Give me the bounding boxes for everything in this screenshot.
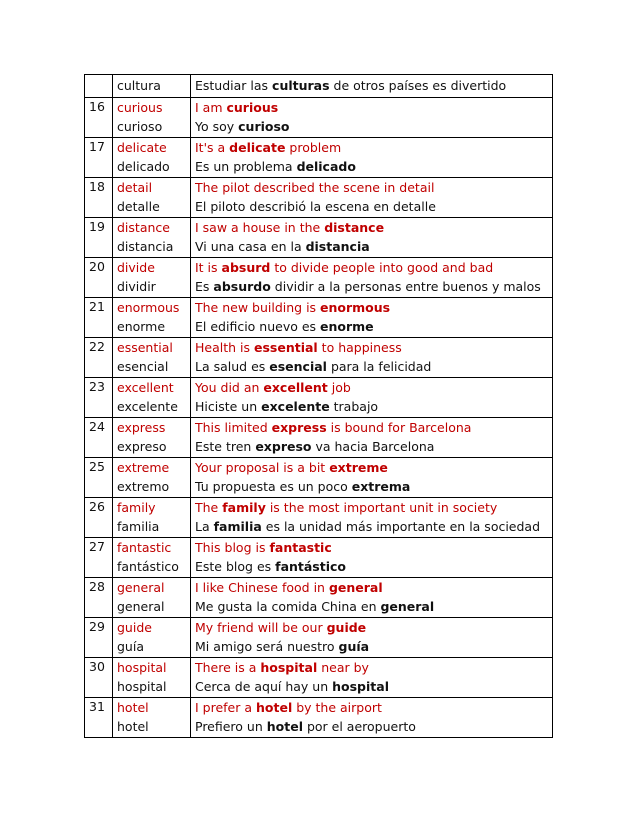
english-sentence bbox=[195, 299, 552, 318]
highlighted-word: esencial bbox=[269, 358, 327, 374]
english-word: family bbox=[117, 500, 156, 515]
row-number: 28 bbox=[85, 578, 113, 618]
highlighted-word: extreme bbox=[329, 460, 388, 475]
highlighted-word: familia bbox=[213, 518, 262, 534]
highlighted-word: culturas bbox=[272, 78, 330, 94]
spanish-word: distancia bbox=[117, 238, 174, 254]
row-number: 17 bbox=[85, 138, 113, 178]
sentence-text: There is a bbox=[195, 660, 261, 675]
row-number: 19 bbox=[85, 218, 113, 258]
english-word: hospital bbox=[117, 660, 167, 675]
row-number: 26 bbox=[85, 498, 113, 538]
highlighted-word: excelente bbox=[261, 398, 330, 414]
spanish-word: hospital bbox=[117, 678, 167, 694]
table-row bbox=[85, 138, 553, 178]
table-row bbox=[85, 378, 553, 418]
sentence-text: El edificio nuevo es bbox=[195, 318, 321, 334]
example-cell bbox=[191, 698, 553, 738]
word-cell bbox=[113, 258, 191, 298]
english-sentence bbox=[195, 379, 552, 398]
sentence-text: trabajo bbox=[329, 398, 379, 414]
sentence-text: El piloto describió la escena en detalle bbox=[195, 198, 436, 214]
english-word: fantastic bbox=[117, 540, 172, 555]
sentence-text: I saw a house in the bbox=[195, 220, 325, 235]
sentence-text: La salud es bbox=[195, 358, 270, 374]
highlighted-word: hotel bbox=[256, 700, 293, 715]
table-row bbox=[85, 658, 553, 698]
table-row bbox=[85, 458, 553, 498]
sentence-text: The pilot described the scene in detail bbox=[195, 180, 435, 195]
spanish-sentence bbox=[195, 78, 506, 93]
highlighted-word: distancia bbox=[305, 238, 370, 254]
spanish-word: delicado bbox=[117, 158, 170, 174]
word-cell bbox=[113, 378, 191, 418]
word-cell bbox=[113, 658, 191, 698]
example-cell bbox=[191, 658, 553, 698]
sentence-text: Vi una casa en la bbox=[195, 238, 306, 254]
row-number: 16 bbox=[85, 98, 113, 138]
word-cell bbox=[113, 75, 191, 98]
row-number: 31 bbox=[85, 698, 113, 738]
example-cell bbox=[191, 298, 553, 338]
word-cell bbox=[113, 418, 191, 458]
english-sentence bbox=[195, 219, 552, 238]
highlighted-word: hotel bbox=[266, 718, 303, 734]
sentence-text: It's a bbox=[195, 140, 230, 155]
spanish-word: detalle bbox=[117, 198, 160, 214]
highlighted-word: enormous bbox=[320, 300, 391, 315]
sentence-text: I prefer a bbox=[195, 700, 256, 715]
table-row bbox=[85, 178, 553, 218]
sentence-text: The bbox=[195, 500, 223, 515]
english-word: general bbox=[117, 580, 165, 595]
table-row bbox=[85, 698, 553, 738]
sentence-text: job bbox=[327, 380, 351, 395]
sentence-text: La bbox=[195, 518, 214, 534]
sentence-text: This blog is bbox=[195, 540, 270, 555]
highlighted-word: delicado bbox=[296, 158, 356, 174]
spanish-word: familia bbox=[117, 518, 160, 534]
spanish-word: guía bbox=[117, 638, 144, 654]
english-sentence bbox=[195, 579, 552, 598]
word-cell bbox=[113, 298, 191, 338]
row-number: 30 bbox=[85, 658, 113, 698]
english-sentence bbox=[195, 699, 552, 718]
row-number: 23 bbox=[85, 378, 113, 418]
spanish-word: excelente bbox=[117, 398, 178, 414]
example-cell bbox=[191, 538, 553, 578]
row-number: 29 bbox=[85, 618, 113, 658]
english-word: curious bbox=[117, 100, 163, 115]
spanish-sentence bbox=[195, 278, 552, 297]
highlighted-word: general bbox=[328, 580, 383, 595]
example-cell bbox=[191, 75, 553, 98]
spanish-sentence bbox=[195, 358, 552, 377]
sentence-text: Prefiero un bbox=[195, 718, 267, 734]
sentence-text: It is bbox=[195, 260, 222, 275]
highlighted-word: general bbox=[380, 598, 435, 614]
table-row bbox=[85, 538, 553, 578]
example-cell bbox=[191, 458, 553, 498]
english-sentence bbox=[195, 99, 552, 118]
english-sentence bbox=[195, 139, 552, 158]
sentence-text: I like Chinese food in bbox=[195, 580, 329, 595]
highlighted-word: guía bbox=[338, 638, 370, 654]
sentence-text: va hacia Barcelona bbox=[311, 438, 435, 454]
highlighted-word: enorme bbox=[320, 318, 374, 334]
highlighted-word: fantastic bbox=[269, 540, 332, 555]
spanish-word: esencial bbox=[117, 358, 169, 374]
english-word: guide bbox=[117, 620, 152, 635]
example-cell bbox=[191, 618, 553, 658]
spanish-sentence bbox=[195, 518, 552, 537]
highlighted-word: family bbox=[222, 500, 266, 515]
sentence-text: para la felicidad bbox=[326, 358, 432, 374]
table-row bbox=[85, 298, 553, 338]
sentence-text: near by bbox=[317, 660, 369, 675]
sentence-text: dividir a la personas entre buenos y malos bbox=[270, 278, 541, 294]
english-word: express bbox=[117, 420, 166, 435]
sentence-text: is bound for Barcelona bbox=[326, 420, 472, 435]
spanish-word: dividir bbox=[117, 278, 156, 294]
example-cell bbox=[191, 378, 553, 418]
highlighted-word: delicate bbox=[229, 140, 286, 155]
table-row bbox=[85, 618, 553, 658]
row-number: 18 bbox=[85, 178, 113, 218]
word-cell bbox=[113, 218, 191, 258]
example-cell bbox=[191, 578, 553, 618]
highlighted-word: curioso bbox=[238, 118, 290, 134]
spanish-word: fantástico bbox=[117, 558, 179, 574]
sentence-text: es la unidad más importante en la sociedad bbox=[261, 518, 541, 534]
sentence-text: Tu propuesta es un poco bbox=[195, 478, 352, 494]
highlighted-word: fantástico bbox=[275, 558, 347, 574]
spanish-sentence bbox=[195, 118, 552, 137]
spanish-word: curioso bbox=[117, 118, 163, 134]
sentence-text: Your proposal is a bit bbox=[195, 460, 330, 475]
spanish-sentence bbox=[195, 438, 552, 457]
sentence-text: by the airport bbox=[292, 700, 382, 715]
word-cell bbox=[113, 578, 191, 618]
row-number: 21 bbox=[85, 298, 113, 338]
highlighted-word: extrema bbox=[351, 478, 411, 494]
highlighted-word: absurd bbox=[221, 260, 271, 275]
sentence-text: Yo soy bbox=[195, 118, 239, 134]
highlighted-word: excellent bbox=[263, 380, 328, 395]
spanish-sentence bbox=[195, 398, 552, 417]
english-sentence bbox=[195, 499, 552, 518]
sentence-text: Es bbox=[195, 278, 214, 294]
spanish-sentence bbox=[195, 478, 552, 497]
example-cell bbox=[191, 338, 553, 378]
sentence-text: This limited bbox=[195, 420, 272, 435]
example-cell bbox=[191, 498, 553, 538]
spanish-sentence bbox=[195, 678, 552, 697]
spanish-sentence bbox=[195, 638, 552, 657]
example-cell bbox=[191, 218, 553, 258]
english-word: essential bbox=[117, 340, 173, 355]
vocabulary-table bbox=[84, 74, 553, 738]
sentence-text: Este tren bbox=[195, 438, 256, 454]
highlighted-word: express bbox=[271, 420, 327, 435]
highlighted-word: absurdo bbox=[213, 278, 271, 294]
vocabulary-table-body bbox=[85, 75, 553, 738]
english-sentence bbox=[195, 659, 552, 678]
sentence-text: de otros países es divertido bbox=[329, 78, 507, 94]
sentence-text: Me gusta la comida China en bbox=[195, 598, 381, 614]
row-number bbox=[85, 75, 113, 98]
sentence-text: Mi amigo será nuestro bbox=[195, 638, 339, 654]
highlighted-word: expreso bbox=[255, 438, 312, 454]
word-cell bbox=[113, 458, 191, 498]
word-cell bbox=[113, 138, 191, 178]
sentence-text: Es un problema bbox=[195, 158, 297, 174]
spanish-sentence bbox=[195, 158, 552, 177]
row-number: 27 bbox=[85, 538, 113, 578]
english-word: delicate bbox=[117, 140, 167, 155]
table-row bbox=[85, 218, 553, 258]
english-word: hotel bbox=[117, 700, 149, 715]
sentence-text: Este blog es bbox=[195, 558, 276, 574]
spanish-sentence bbox=[195, 198, 552, 217]
highlighted-word: essential bbox=[253, 340, 318, 355]
word-cell bbox=[113, 618, 191, 658]
word-cell bbox=[113, 498, 191, 538]
table-row bbox=[85, 75, 553, 98]
example-cell bbox=[191, 138, 553, 178]
highlighted-word: hospital bbox=[332, 678, 389, 694]
spanish-sentence bbox=[195, 718, 552, 737]
sentence-text: problem bbox=[285, 140, 342, 155]
word-cell bbox=[113, 698, 191, 738]
sentence-text: Cerca de aquí hay un bbox=[195, 678, 333, 694]
word-cell bbox=[113, 338, 191, 378]
spanish-sentence bbox=[195, 598, 552, 617]
table-row bbox=[85, 338, 553, 378]
highlighted-word: guide bbox=[326, 620, 367, 635]
example-cell bbox=[191, 178, 553, 218]
word-cell bbox=[113, 98, 191, 138]
sentence-text: Hiciste un bbox=[195, 398, 262, 414]
sentence-text: My friend will be our bbox=[195, 620, 327, 635]
sentence-text: Estudiar las bbox=[195, 78, 273, 94]
sentence-text: The new building is bbox=[195, 300, 321, 315]
sentence-text: Health is bbox=[195, 340, 254, 355]
highlighted-word: curious bbox=[226, 100, 279, 115]
english-sentence bbox=[195, 259, 552, 278]
row-number: 22 bbox=[85, 338, 113, 378]
english-sentence bbox=[195, 459, 552, 478]
english-sentence bbox=[195, 539, 552, 558]
highlighted-word: hospital bbox=[260, 660, 318, 675]
table-row bbox=[85, 498, 553, 538]
english-word: excellent bbox=[117, 380, 174, 395]
row-number: 20 bbox=[85, 258, 113, 298]
table-row bbox=[85, 418, 553, 458]
english-sentence bbox=[195, 339, 552, 358]
spanish-sentence bbox=[195, 318, 552, 337]
spanish-word: general bbox=[117, 598, 165, 614]
table-row bbox=[85, 98, 553, 138]
english-sentence bbox=[195, 619, 552, 638]
english-word: enormous bbox=[117, 300, 180, 315]
word-cell bbox=[113, 178, 191, 218]
english-word: distance bbox=[117, 220, 170, 235]
spanish-word: enorme bbox=[117, 318, 166, 334]
spanish-sentence bbox=[195, 558, 552, 577]
sentence-text: I am bbox=[195, 100, 227, 115]
spanish-word: cultura bbox=[117, 78, 161, 94]
example-cell bbox=[191, 98, 553, 138]
english-word: divide bbox=[117, 260, 155, 275]
sentence-text: is the most important unit in society bbox=[265, 500, 498, 515]
example-cell bbox=[191, 418, 553, 458]
sentence-text: to happiness bbox=[317, 340, 402, 355]
spanish-word: expreso bbox=[117, 438, 167, 454]
example-cell bbox=[191, 258, 553, 298]
table-row bbox=[85, 258, 553, 298]
sentence-text: por el aeropuerto bbox=[302, 718, 416, 734]
spanish-word: hotel bbox=[117, 718, 149, 734]
row-number: 24 bbox=[85, 418, 113, 458]
english-sentence bbox=[195, 419, 552, 438]
sentence-text: You did an bbox=[195, 380, 264, 395]
word-cell bbox=[113, 538, 191, 578]
english-word: detail bbox=[117, 180, 153, 195]
spanish-word: extremo bbox=[117, 478, 170, 494]
highlighted-word: distance bbox=[324, 220, 385, 235]
spanish-sentence bbox=[195, 238, 552, 257]
row-number: 25 bbox=[85, 458, 113, 498]
english-word: extreme bbox=[117, 460, 170, 475]
table-row bbox=[85, 578, 553, 618]
english-sentence bbox=[195, 179, 552, 198]
sentence-text: to divide people into good and bad bbox=[270, 260, 494, 275]
